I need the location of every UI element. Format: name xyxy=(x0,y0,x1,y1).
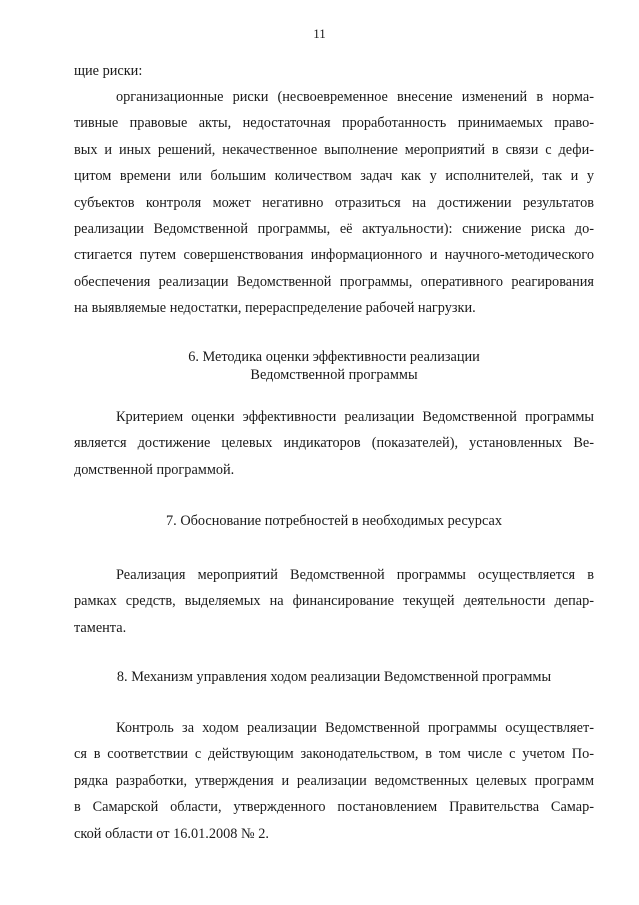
text-line: Контроль за ходом реализации Ведомственной программы осуществляет- xyxy=(116,720,594,736)
text-line: является достижение целевых индикаторов (показателей), установленных Ве- xyxy=(74,435,594,452)
page-number: 11 xyxy=(313,26,326,41)
section-6-heading-line2: Ведомственной программы xyxy=(250,367,418,383)
text-line: обеспечения реализации Ведомственной программы, оперативного реагирования xyxy=(74,273,594,290)
text-line: Критерием оценки эффективности реализации Ведомственной программы xyxy=(116,409,594,425)
section-8-heading xyxy=(74,668,594,686)
text-line: ской области от 16.01.2008 № 2. xyxy=(74,825,269,842)
risk-paragraph xyxy=(74,84,594,322)
section-7-heading-text: 7. Обоснование потребностей в необходимых ресурсах xyxy=(166,513,502,529)
text-line: организационные риски (несвоевременное внесение изменений в норма- xyxy=(116,89,594,105)
section-6-heading-line1: 6. Методика оценки эффективности реализации xyxy=(188,349,480,365)
text-line: рамках средств, выделяемых на финансирование текущей деятельности депар- xyxy=(74,593,594,610)
text-line: рядка разработки, утверждения и реализации ведомственных целевых программ xyxy=(74,772,594,789)
text-line: на выявляемые недостатки, перераспределение рабочей нагрузки. xyxy=(74,300,476,317)
text-line: домственной программой. xyxy=(74,461,235,478)
intro-fragment xyxy=(74,58,594,84)
section-8-paragraph xyxy=(74,715,594,847)
section-7-heading xyxy=(74,512,594,530)
text-line: тивные правовые акты, недостаточная проработанность принимаемых право- xyxy=(74,115,594,132)
text-line: субъектов контроля может негативно отразиться на достижении результатов xyxy=(74,194,594,211)
text-line: тамента. xyxy=(74,619,127,636)
text-line: щие риски: xyxy=(74,63,143,79)
text-line: в Самарской области, утвержденного постановлением Правительства Самар- xyxy=(74,799,594,816)
section-6-heading xyxy=(74,348,594,384)
section-6-paragraph xyxy=(74,404,594,483)
text-line: стигается путем совершенствования информационного и научного-методического xyxy=(74,247,594,264)
text-line: реализации Ведомственной программы, её актуальности): снижение риска до- xyxy=(74,221,594,238)
text-line: ся в соответствии с действующим законодательством, в том числе с учетом По- xyxy=(74,746,594,763)
text-line: вых и иных решений, некачественное выполнение мероприятий в связи с дефи- xyxy=(74,141,594,158)
text-line: цитом времени или большим количеством задач как у исполнителей, так и у xyxy=(74,168,594,185)
section-8-heading-text: 8. Механизм управления ходом реализации Ведомственной программы xyxy=(116,669,552,685)
text-line: Реализация мероприятий Ведомственной программы осуществляется в xyxy=(116,567,594,583)
section-7-paragraph xyxy=(74,562,594,641)
